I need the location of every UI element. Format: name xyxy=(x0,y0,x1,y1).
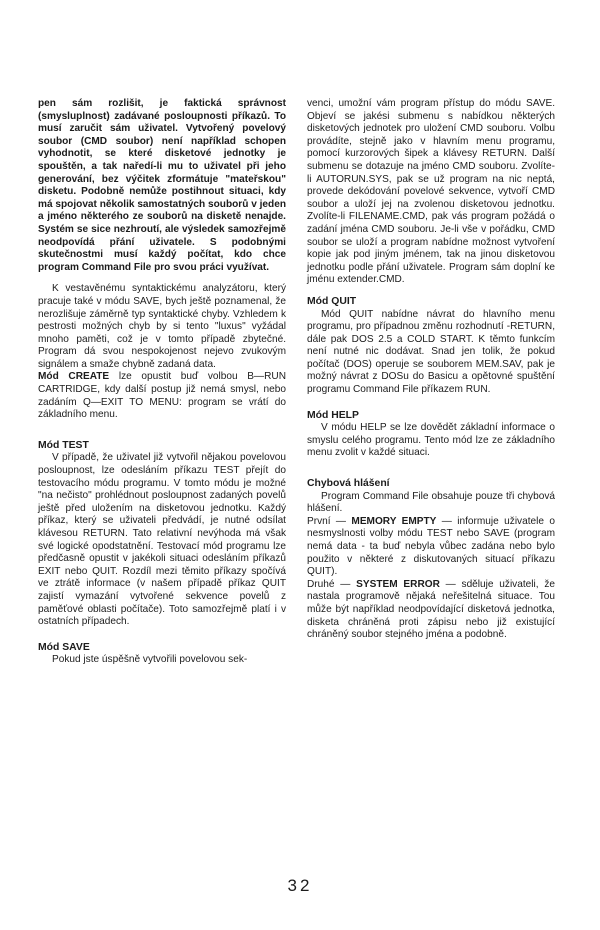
paragraph-errors-intro: Program Command File obsahuje pouze tři chybová hlášení. xyxy=(307,490,555,515)
paragraph-quit-mode: Mód QUIT nabídne návrat do hlavního menu programu, pro případnou změnu rozhodnutí -RETURN, dále pak DOS 2.5 a COLD START. K těmto funkcím není nutné nic dodávat. Snad jen tolik, že pokud počítač (DOS) operuje se souborem MEM.SAV, pak je možný návrat z DOSu do Basicu a opětovné spuštění programu Command File příkazem RUN. xyxy=(307,308,555,396)
error-2-prefix: Druhé — xyxy=(307,578,357,590)
paragraph-syntax-analyzer: K vestavěnému syntaktickému analyzátoru, který pracuje také v módu SAVE, bych ještě poznamenal, že nerozlišuje záměrně typ syntaktické chyby. Vzhledem k pestrosti možných chyb by si tento "luxus" vyžádal mnoho paměti, což je v tomto případě zbytečné. Program dá svou nespokojenost nejevo zvukovým signálem a smaže chybně zadaná data. xyxy=(38,283,286,370)
paragraph-save-continued: venci, umožní vám program přístup do módu SAVE. Objeví se jakési submenu s nabídkou některých disketových jednotek pro uložení CMD souboru. Volbu provádíte, stejně jako v hlavním menu programu, pomocí kurzorových šipek a klávesy RETURN. Další submenu se dotazuje na jméno CMD souboru. Zvolíte-li AUTORUN.SYS, pak se už program na nic neptá, provede dekódování povelové sekvence, vytvoří CMD soubor a uloží jej na zvolenou disketovou jednotku. Zvolíte-li FILENAME.CMD, pak vás program požádá o zadání jména CMD souboru. Je-li vše v pořádku, CMD soubor se uloží a program nabídne možnost vytvoření kopie jak pod jiným jménem, tak na jinou disketovou jednotku podle přání uživatele. Program sám doplní ke jménu extender.CMD. xyxy=(307,98,555,286)
section-heading-help: Mód HELP xyxy=(307,409,359,421)
section-heading-test: Mód TEST xyxy=(38,439,89,451)
paragraph-help-mode: V módu HELP se lze dovědět základní informace o smyslu celého programu. Tento mód lze ze základního menu zvolit v každé situaci. xyxy=(307,422,555,459)
paragraph-create-exit xyxy=(38,371,286,421)
error-1-prefix: První — xyxy=(307,515,352,527)
paragraph-validity: pen sám rozlišit, je faktická správnost (smysluplnost) zadávané posloupnosti příkazů. To musí zaručit sám uživatel. Vytvořený povelový soubor (CMD soubor) není například schopen vyhodnotit, se které disketové jednotky je spouštěn, a tak naředí-li mu to uživatel při jeho generování, bez výčitek zformátuje "mateřskou" disketu. Podobně nemůže postihnout situaci, kdy má spojovat několik samostatných souborů v jeden a jméno některého ze souborů na disketě nenajde. Systém se sice nezhroutí, ale výsledek samozřejmě neodpovídá přání uživatele. S podobnými skutečnostmi musí každý počítat, kdo chce program Command File pro svou práci využívat. xyxy=(38,98,286,273)
paragraph-error-memory-empty xyxy=(307,516,555,579)
right-text-column xyxy=(307,98,555,642)
create-mode-lead: Mód CREATE xyxy=(38,371,110,383)
create-mode-rest: lze opustit buď volbou B—RUN CARTRIDGE, kdy další postup již nemá smysl, nebo zadáním Q—EXIT TO MENU: program se vrátí do základního menu. xyxy=(38,371,286,421)
paragraph-error-system-error xyxy=(307,579,555,642)
error-2-name: SYSTEM ERROR xyxy=(356,578,440,590)
error-1-name: MEMORY EMPTY xyxy=(351,515,437,527)
paragraph-test-mode: V případě, že uživatel již vytvořil nějakou povelovou posloupnost, lze odesláním příkazu TEST přejít do testovacího módu programu. V tomto módu je možné "na nečisto" prohlédnout posloupnost zadaných povelů ještě před uložením na disketovou jednotku. Každý příkaz, který se uživateli předvádí, je nutné odsílat klávesou RETURN. Tato relativní nevýhoda má však své logické opodstatnění. Testovací mód programu lze předčasně opustit v jakékoli situaci odesláním příkazů EXIT nebo QUIT. Rozdíl mezi těmito příkazy spočívá ve ztrátě informace (v našem případě příkaz QUIT zajistí vymazání vytvořené sekvence povelů z paměťové oblasti počítače). Toto samozřejmě platí i v ostatních případech. xyxy=(38,452,286,628)
left-text-column xyxy=(38,98,286,667)
page-number: 32 xyxy=(287,876,313,895)
section-heading-save: Mód SAVE xyxy=(38,641,90,653)
section-heading-quit: Mód QUIT xyxy=(307,295,357,307)
paragraph-save-start: Pokud jste úspěšně vytvořili povelovou sek- xyxy=(52,654,248,666)
error-2-text: — sděluje uživateli, že nastala programově nějaká neřešitelná situace. Tou může být například neodpovídající disketová jednotka, disketa chráněná proti zápisu nebo již existující chráněný soubor stejného jména a podobně. xyxy=(307,578,555,641)
section-heading-errors: Chybová hlášení xyxy=(307,478,390,490)
error-1-text: — informuje uživatele o nesmyslnosti volby módu TEST nebo SAVE (program nemá data - ta buď nebyla vůbec zadána nebo bylo použito v některé z diskutovaných situací příkazu QUIT). xyxy=(307,515,555,578)
